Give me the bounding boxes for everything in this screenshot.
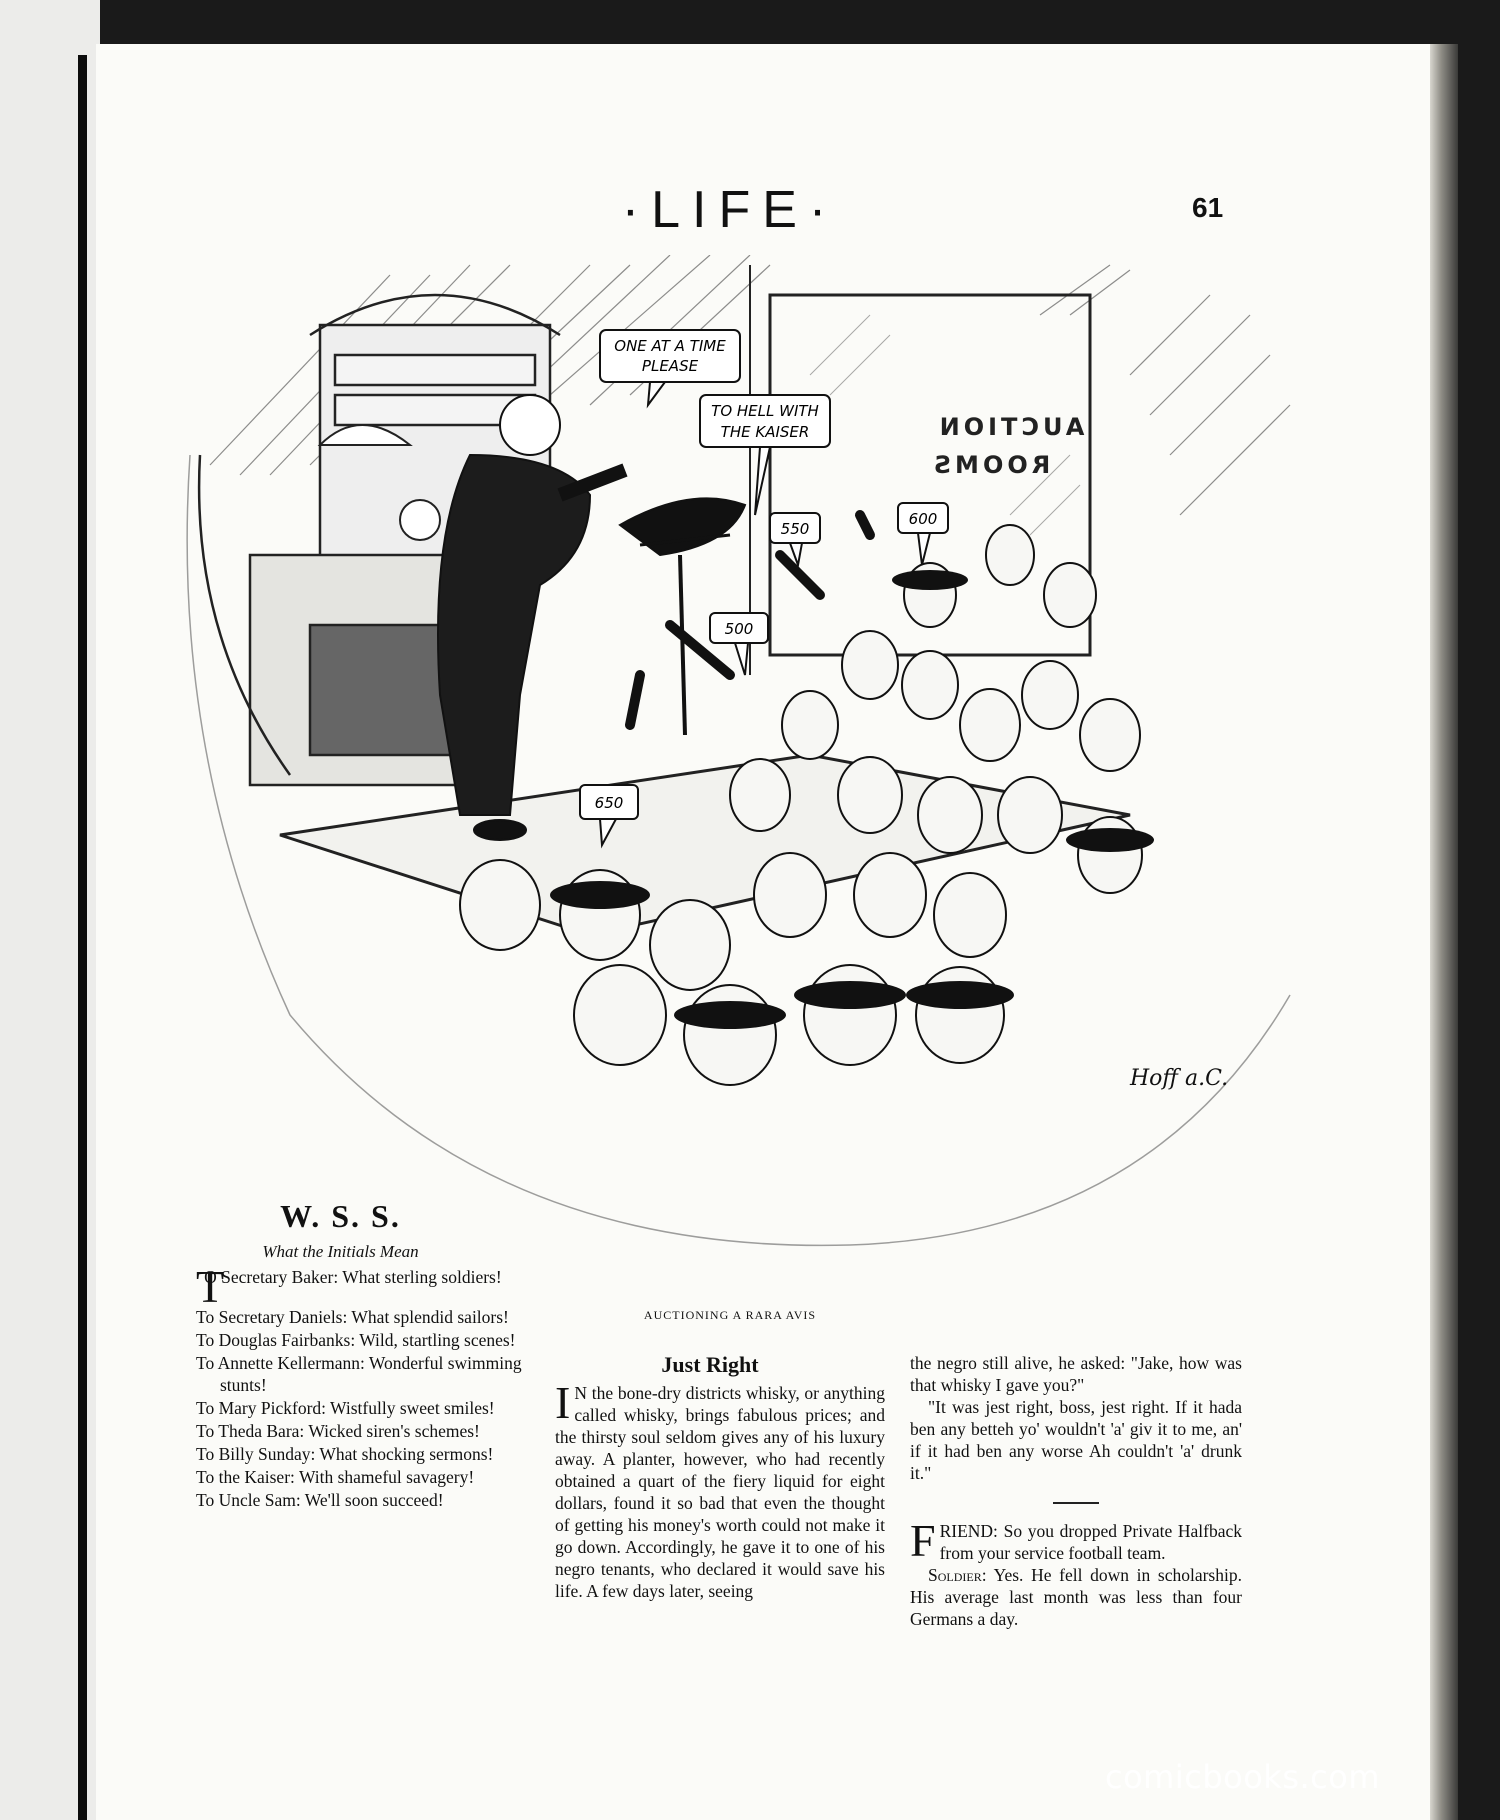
bubble-one-at-a-time-line1: ONE AT A TIME — [614, 337, 726, 355]
soldier-label: Soldier: — [928, 1565, 987, 1585]
friend-paragraph — [910, 1515, 1243, 1566]
wss-drop-cap: T — [196, 1261, 225, 1312]
auctioneer-figure — [438, 395, 625, 840]
bubble-to-hell-line1: TO HELL WITH — [711, 402, 819, 420]
mantel-clock — [400, 500, 440, 540]
artist-signature: Hoff a.C. — [1130, 1066, 1229, 1091]
friend-drop-cap: F — [910, 1515, 936, 1566]
bid-650-label: 650 — [594, 794, 624, 812]
wss-title: W. S. S. — [280, 1198, 401, 1234]
sign-word-auction: AUCTION — [935, 413, 1085, 441]
bubble-to-hell-line2: THE KAISER — [720, 423, 810, 441]
site-watermark: comicbooks.com — [1105, 1758, 1381, 1796]
just-right-text: N the bone-dry districts whisky, or anything called whisky, brings fabulous prices; and the thirsty soul seldom gives any of his luxury away. A planter, however, who had recently obtained a quart of the fiery liquid for eight dollars, found it so bad that even the thought of getting his money's worth could not make it go down. Accordingly, he gave it to one of his negro tenants, who declared it would save his life. A few days later, seeing — [555, 1383, 885, 1601]
wss-item: To Theda Bara: Wicked siren's schemes! — [196, 1421, 480, 1441]
window-sign — [930, 413, 1085, 479]
jake-reply: "It was jest right, boss, jest right. If it hada ben any betteh yo' wouldn't 'a' giv it to me, an' if it had ben any worse Ah couldn't 'a' drunk it." — [910, 1397, 1242, 1483]
soldier-text: Yes. He fell down in scholarship. His average last month was less than four Germans a day. — [910, 1565, 1242, 1629]
bid-600-label: 600 — [908, 510, 938, 528]
sign-word-rooms: ROOMS — [929, 451, 1051, 479]
wss-item: To Billy Sunday: What shocking sermons! — [196, 1444, 494, 1464]
section-divider — [1053, 1502, 1099, 1504]
wss-item: To Secretary Daniels: What splendid sailors! — [196, 1307, 509, 1327]
just-right-body — [555, 1377, 885, 1602]
just-right-title: Just Right — [661, 1352, 759, 1377]
page-edge-shadow — [1430, 44, 1458, 1820]
wss-item: To Uncle Sam: We'll soon succeed! — [196, 1490, 444, 1510]
bubble-one-at-a-time-line2: PLEASE — [641, 357, 699, 375]
friend-text: So you dropped Private Halfback from your service football team. — [939, 1521, 1243, 1563]
bid-500-label: 500 — [724, 620, 754, 638]
column-three — [910, 1352, 1242, 1630]
wss-subtitle: What the Initials Mean — [262, 1242, 419, 1261]
wss-list — [196, 1261, 528, 1512]
auction-cartoon-illustration — [170, 255, 1310, 1255]
soldier-paragraph — [910, 1564, 1242, 1630]
wss-item: To Douglas Fairbanks: Wild, startling scenes! — [196, 1330, 516, 1350]
wss-item: To Annette Kellermann: Wonderful swimming stunts! — [196, 1353, 522, 1395]
wss-item: To the Kaiser: With shameful savagery! — [196, 1467, 475, 1487]
wss-item — [196, 1261, 528, 1312]
friend-label: RIEND: — [939, 1521, 998, 1541]
magazine-masthead: ·LIFE· — [621, 181, 839, 239]
just-right-drop-cap: I — [555, 1377, 571, 1428]
bid-550-label: 550 — [780, 520, 810, 538]
wss-item-text: O Secretary Baker: What sterling soldiers! — [204, 1267, 502, 1287]
wss-item: To Mary Pickford: Wistfully sweet smiles! — [196, 1398, 495, 1418]
cartoon-caption: AUCTIONING A RARA AVIS — [643, 1308, 817, 1322]
binding-edge — [78, 55, 87, 1820]
just-right-continuation: the negro still alive, he asked: "Jake, how was that whisky I gave you?" — [910, 1353, 1242, 1395]
page-number: 61 — [1192, 192, 1224, 223]
